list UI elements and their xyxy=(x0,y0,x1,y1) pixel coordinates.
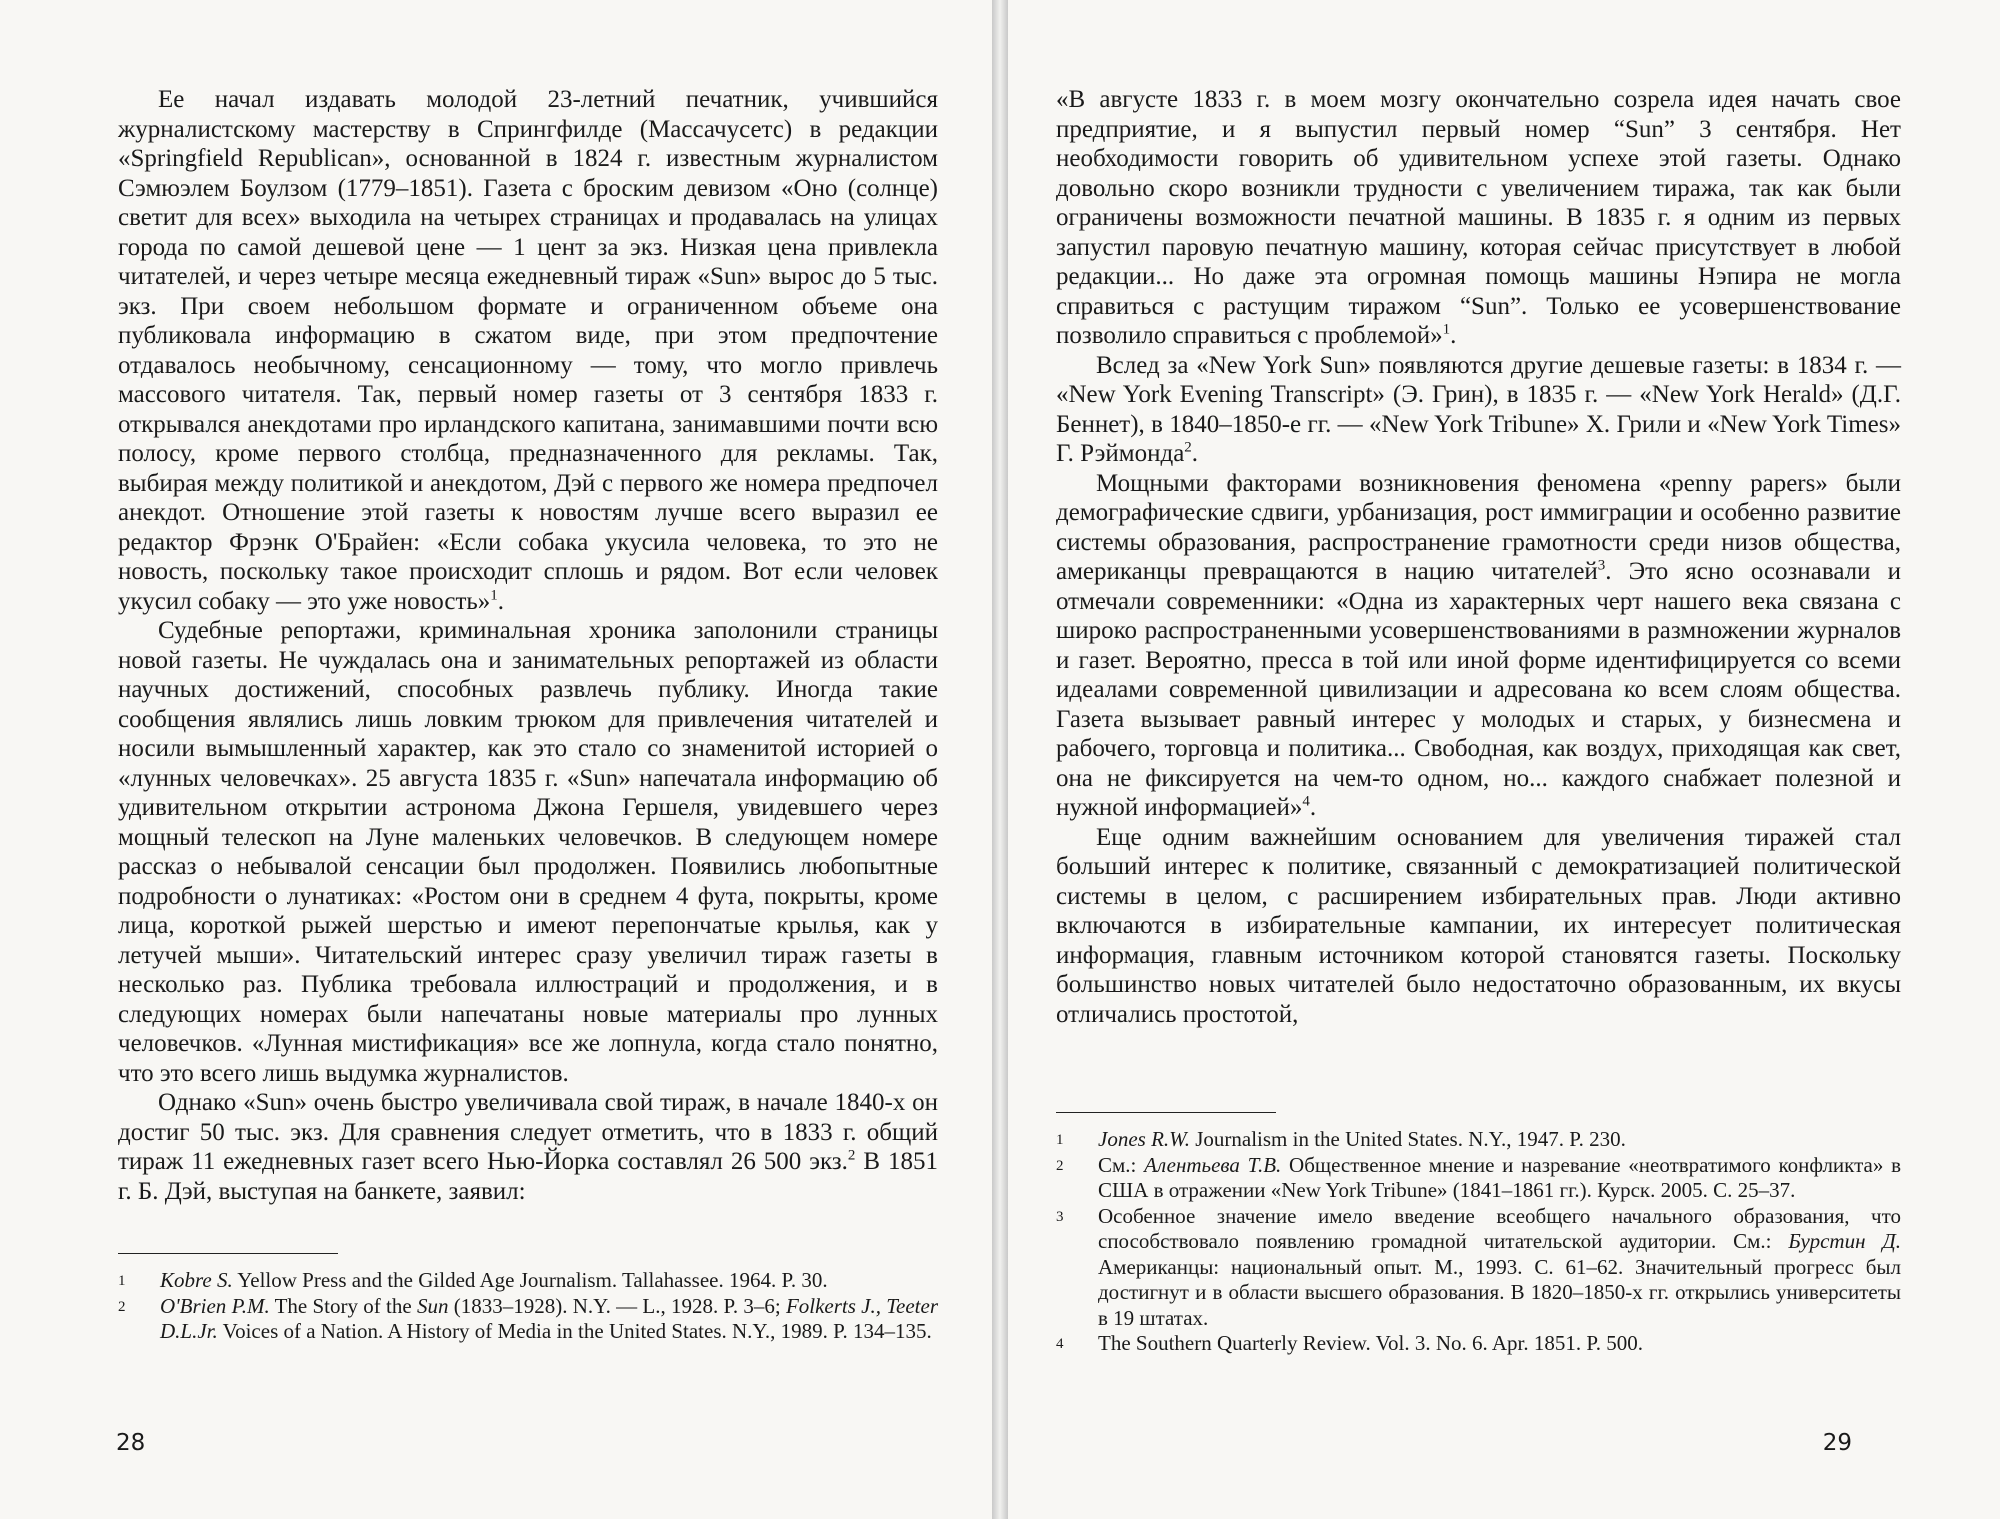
footnote-ref[interactable]: 3 xyxy=(1597,557,1606,574)
page-number: 28 xyxy=(116,1430,146,1456)
page-number: 29 xyxy=(1822,1430,1852,1456)
footnote-divider xyxy=(1056,1112,1276,1113)
paragraph: Судебные репортажи, криминальная хроника заполонили страницы новой газеты. Не чуждалась она и занимательных репортажей из области научных достижений, способных развлечь публику. Иногда такие сообщения являлись лишь ловким трюком для привлечения читателей и носили вымышленный характер, как это стало со знаменитой историей о «лунных человечках». 25 августа 1835 г. «Sun» напечатала информацию об удивительном открытии астронома Джона Гершеля, увидевшего через мощный телескоп на Луне маленьких человечков. В следующем номере рассказ о небывалой сенсации был продолжен. Появились любопытные подробности о лунатиках: «Ростом они в среднем 4 фута, покрыты, кроме лица, короткой рыжей шерстью и имеют перепончатые крылья, как у летучей мыши». Читательский интерес сразу увеличил тираж газеты в несколько раз. Публика требовала иллюстраций и продолжения, и в следующих номерах были напечатаны новые материалы про лунных человечков. «Лунная мистификация» все же лопнула, когда стало понятно, что это всего лишь выдумка журналистов. xyxy=(118,617,938,1087)
footnote-ref[interactable]: 1 xyxy=(490,587,498,604)
footnote-ref[interactable]: 1 xyxy=(1442,321,1451,338)
right-body-text xyxy=(1056,85,1901,1029)
paragraph: Еще одним важнейшим основанием для увеличения тиражей стал больший интерес к политике, связанный с демократизацией политической системы в целом, с расширением избирательных прав. Люди активно включаются в избирательные кампании, их интересует политическая информация, главным источником которой становятся газеты. Поскольку большинство новых читателей было недостаточно образованным, их вкусы отличались простотой, xyxy=(1056,823,1901,1028)
paragraph: Мощными факторами возникновения феномена «penny papers» были демографические сдвиги, урбанизация, рост иммиграции и особенно развитие системы образования, распространение грамотности среди низов общества, американцы превращаются в нацию читателей$^3$. Это ясно осознавали и отмечали современники: «Одна из характерных черт нашего века связана с широко распространенными усовершенствованиями в размножении журналов и газет. Вероятно, пресса в той или иной форме идентифицируется со всеми идеалами современной цивилизации и адресована ко всем слоям общества. Газета вызывает равный интерес у молодых и старых, у бизнесмена и рабочего, торговца и политика... Свободная, как воздух, приходящая как свет, она не фиксируется на чем-то одном, но... каждого снабжает полезной и нужной информацией»$^4$. xyxy=(1056,469,1901,821)
footnote-divider xyxy=(118,1253,338,1254)
footnote: 2 См.: Алентьева Т.В. Общественное мнение и назревание «неотвратимого конфликта» в США в отражении «New York Tribune» (1841–1861 гг.). Курск. 2005. С. 25–37. xyxy=(1056,1152,1901,1202)
footnote: 1 Kobre S. Yellow Press and the Gilded Age Journalism. Tallahassee. 1964. P. 30. xyxy=(118,1268,828,1292)
footnote: 3 Особенное значение имело введение всеобщего начального образования, что способствовало появлению громадной читательской аудитории. См.: Бурстин Д. Американцы: национальный опыт. М., 1993. С. 61–62. Значительный прогресс был достигнут и в области высшего образования. В 1820–1850-х гг. открылись университеты в 19 штатах. xyxy=(1056,1203,1901,1330)
paragraph: Ее начал издавать молодой 23-летний печатник, учившийся журналистскому мастерству в Спрингфилде (Массачусетс) в редакции «Springfield Republican», основанной в 1824 г. известным журналистом Сэмюэлем Боулзом (1779–1851). Газета с броским девизом «Оно (солнце) светит для всех» выходила на четырех страницах и продавалась на улицах города по самой дешевой цене — 1 цент за экз. Низкая цена привлекла читателей, и через четыре месяца ежедневный тираж «Sun» вырос до 5 тыс. экз. При своем небольшом формате и ограниченном объеме она публиковала информацию в сжатом виде, при этом предпочтение отдавалось необычному, сенсационному — тому, что могло привлечь массового читателя. Так, первый номер газеты от 3 сентября 1833 г. открывался анекдотами про ирландского капитана, занимавшими почти всю полосу, кроме первого столбца, предназначенного для рекламы. Так, выбирая между политикой и анекдотом, Дэй с первого же номера предпочел анекдот. Отношение этой газеты к новостям лучше всего выразил ее редактор Фрэнк О'Брайен: «Если собака укусила человека, то это не новость, поскольку такое происходит сплошь и рядом. Вот если человек укусил собаку — это уже новость»$^1$. xyxy=(118,86,938,615)
left-page xyxy=(0,0,992,1519)
left-body-text xyxy=(118,85,938,1206)
book-gutter xyxy=(992,0,1008,1519)
footnote-ref[interactable]: 2 xyxy=(1184,439,1192,456)
right-footnotes xyxy=(1056,1127,1901,1357)
footnote: 1 Jones R.W. Journalism in the United States. N.Y., 1947. P. 230. xyxy=(1056,1127,1626,1151)
footnote: 4 The Southern Quarterly Review. Vol. 3. No. 6. Apr. 1851. P. 500. xyxy=(1056,1331,1643,1355)
paragraph: Вслед за «New York Sun» появляются другие дешевые газеты: в 1834 г. — «New York Evening Transcript» (Э. Грин), в 1835 г. — «New York Herald» (Д.Г. Беннет), в 1840–1850-е гг. — «New York Tribune» Х. Грили и «New York Times» Г. Рэймонда$^2$. xyxy=(1056,351,1901,467)
paragraph: «В августе 1833 г. в моем мозгу окончательно созрела идея начать свое предприятие, и я выпустил первый номер “Sun” 3 сентября. Нет необходимости говорить об удивительном успехе этой газеты. Однако довольно скоро возникли трудности с увеличением тиража, так как были ограничены возможности печатной машины. В 1835 г. я одним из первых запустил паровую печатную машину, которая сейчас присутствует в любой редакции... Но даже эта огромная помощь машины Нэпира не могла справиться с растущим тиражом “Sun”. Только ее усовершенствование позволило справиться с проблемой»$^1$. xyxy=(1056,86,1901,349)
right-page xyxy=(1008,0,2000,1519)
left-footnotes xyxy=(118,1268,938,1345)
footnote-ref[interactable]: 2 xyxy=(847,1147,856,1164)
footnote-ref[interactable]: 4 xyxy=(1302,793,1310,810)
footnote: 2 O'Brien P.M. The Story of the Sun (1833–1928). N.Y. — L., 1928. P. 3–6; Folkerts J., Teeter D.L.Jr. Voices of a Nation. A History of Media in the United States. N.Y., 1989. P. 134–135. xyxy=(118,1293,938,1343)
paragraph: Однако «Sun» очень быстро увеличивала свой тираж, в начале 1840-х он достиг 50 тыс. экз. Для сравнения следует отметить, что в 1833 г. общий тираж 11 ежедневных газет всего Нью-Йорка составлял 26 500 экз.$^2$ В 1851 г. Б. Дэй, выступая на банкете, заявил: xyxy=(118,1089,938,1205)
